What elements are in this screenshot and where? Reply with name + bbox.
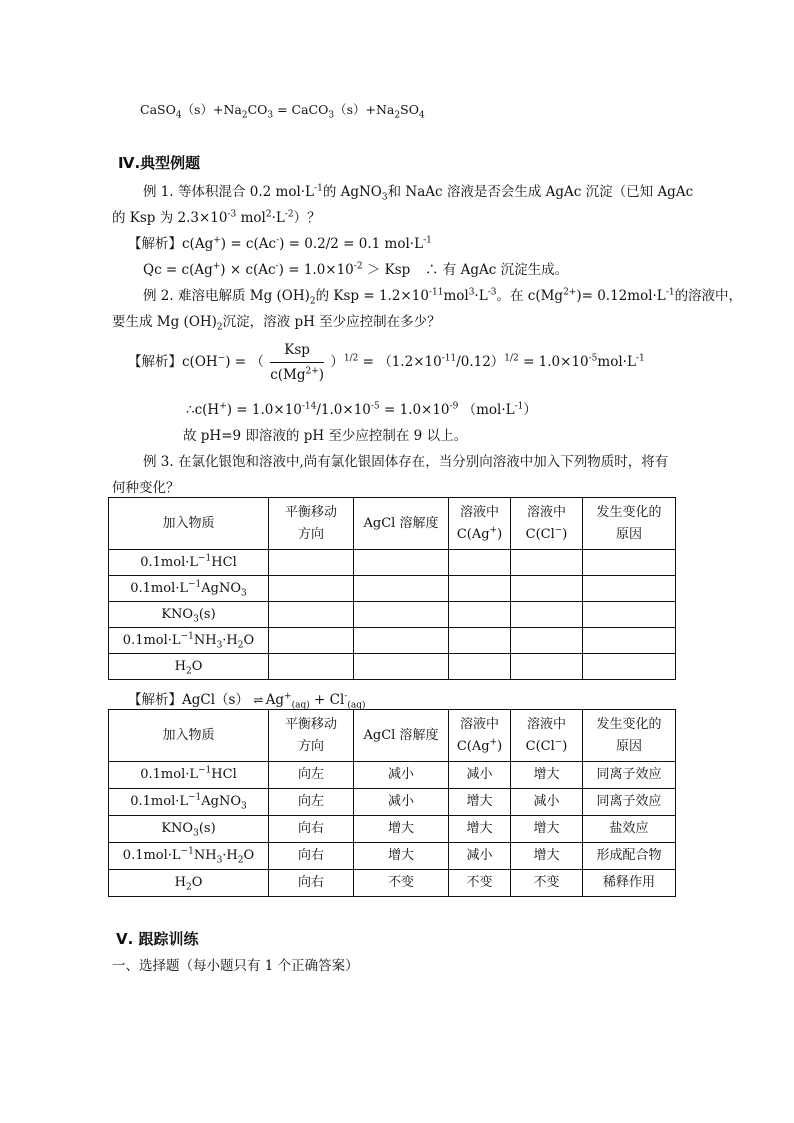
- table-row: $0.1mol\cdot L^{-1}NH_3\cdot H_2O$: [109, 628, 676, 654]
- table-row: $H_2O$ 向右 不变 不变 不变 稀释作用: [109, 870, 676, 897]
- table-row: $0.1mol\cdot L^{-1}AgNO_3$: [109, 576, 676, 602]
- ex2-ph-conclusion: 故 pH=9 即溶液的 pH 至少应控制在 9 以上。: [183, 428, 468, 444]
- ex1-answer-line1: 【解析】c(Ag+) = c(Ac-) = 0.2/2 = 0.1 $mol\cdot L^{-1}$: [128, 235, 432, 252]
- table-row: $H_2O$: [109, 654, 676, 680]
- table-row: $KNO_3(s)$ 向右 增大 增大 增大 盐效应: [109, 816, 676, 843]
- ex2-line2: 要生成 Mg $(OH)_2$沉淀，溶液 pH 至少应控制在多少？: [112, 314, 441, 333]
- table-header-row: 加入物质 平衡移动 方向 AgCl 溶解度 溶液中 C(Ag+) 溶液中 C(Cl−) 发生变化的 原因: [109, 498, 676, 550]
- ex2-h-concentration: ∴c(H+) = $1.0\times 10^{-14}/1.0\times 10^{-5} = 1.0\times 10^{-9}$ $(mol\cdot L^{-1})$: [186, 401, 537, 418]
- section5-subtitle: 一、选择题（每小题只有 1 个正确答案）: [112, 958, 359, 974]
- table-row: $0.1mol\cdot L^{-1}NH_3\cdot H_2O$ 向右 增大 减小 增大 形成配合物: [109, 843, 676, 870]
- ex1-conclusion: ∴ 有 AgAc 沉淀生成。: [425, 262, 569, 278]
- answer-table: [108, 709, 676, 897]
- ex2-line1: 例 2. 难溶电解质 Mg $(OH)_2$的 Ksp = $1.2\times 10^{-11}mol^3\cdot L^{-3}$。在 $c(Mg^{2+})= 0.12mol\cdot L^{-1}$的溶液中，: [143, 287, 743, 307]
- ex1-line1: 例 1. 等体积混合 0.2 $mol\cdot L^{-1}$的 AgNO$_3$和 NaAc 溶液是否会生成 AgAc 沉淀（已知 AgAc: [143, 183, 694, 203]
- section4-title: Ⅳ.典型例题: [118, 154, 201, 172]
- ex3-line2: 何种变化？: [112, 480, 180, 496]
- section5-title: Ⅴ. 跟踪训练: [116, 930, 199, 948]
- ex2-answer: 【解析】c(OH−) = （ $\frac{\text{Ksp}}{c(Mg^{2+})}$ ）$^{1/2} = (1.2\times 10^{-11}/0.12)^{1/2} = 1.0\times 10^{-5}mol\cdot L^{-1}$: [128, 342, 645, 383]
- table-row: $0.1mol\cdot L^{-1}HCl$: [109, 550, 676, 576]
- table-row: $0.1mol\cdot L^{-1}HCl$ 向左 减小 减小 增大 同离子效应: [109, 762, 676, 789]
- table-header-row: 加入物质 平衡移动 方向 AgCl 溶解度 溶液中 C(Ag+) 溶液中 C(Cl−) 发生变化的 原因: [109, 710, 676, 762]
- ex3-answer-equation: 【解析】AgCl（s） ⇌ $Ag^+_{(aq)} + Cl^-_{(aq)}$: [128, 691, 366, 711]
- table-row: $KNO_3(s)$: [109, 602, 676, 628]
- top-equation: $CaSO_4(s)+Na_2CO_3$ = $CaCO_3(s)+Na_2SO_4$: [140, 102, 425, 121]
- ex1-answer-line2: $Qc = c(Ag^+) \times c(Ac^-) = 1.0\times 10^{-2}$ ＞ Ksp: [143, 261, 411, 278]
- equilibrium-arrow-icon: ⇌: [253, 693, 262, 707]
- ex3-line1: 例 3. 在氯化银饱和溶液中,尚有氯化银固体存在，当分别向溶液中加入下列物质时，将有: [143, 454, 669, 470]
- fraction: $\frac{\text{Ksp}}{c(Mg^{2+})}$: [270, 342, 325, 383]
- ex1-line2: 的 Ksp 为 $2.3\times 10^{-3}$ $mol^2\cdot L^{-2}$）？: [112, 209, 321, 226]
- table-row: $0.1mol\cdot L^{-1}AgNO_3$ 向左 减小 增大 减小 同离子效应: [109, 789, 676, 816]
- question-table: [108, 497, 676, 680]
